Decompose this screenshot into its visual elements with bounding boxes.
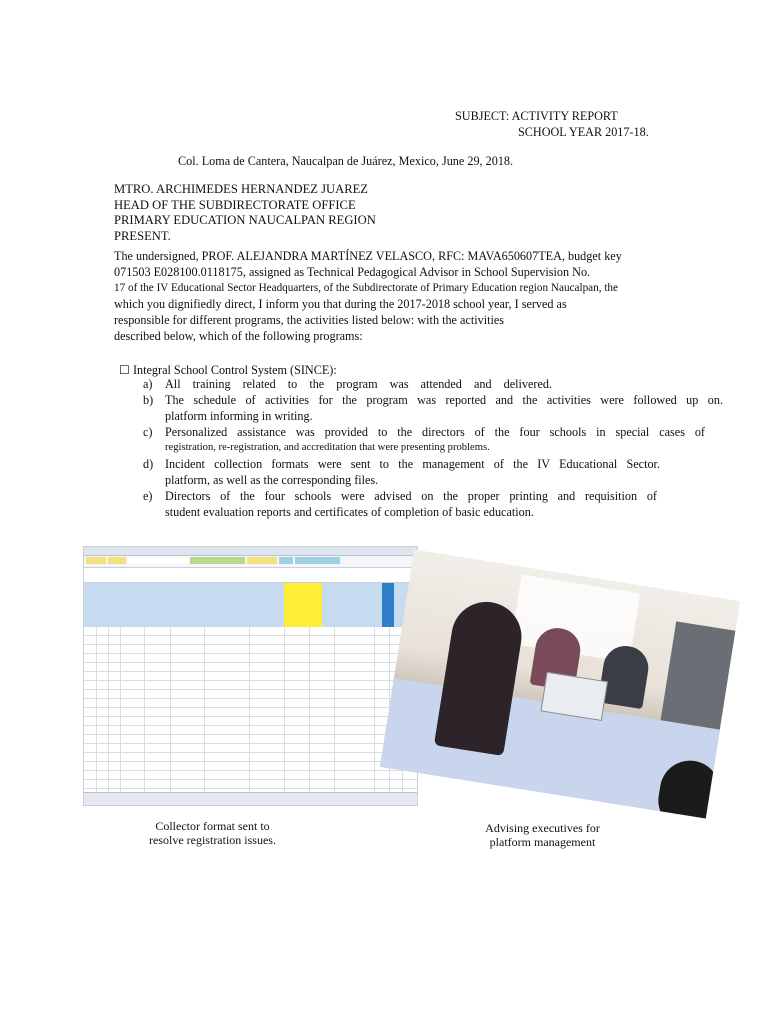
- item-label: c): [143, 425, 153, 439]
- list-item: [143, 456, 723, 488]
- item-text: Incident collection formats were sent to the management of the IV Educational Sector.: [165, 457, 660, 471]
- program-heading: ☐ Integral School Control System (SINCE):: [119, 363, 337, 377]
- intro-paragraph: [114, 248, 634, 344]
- sheet-column-header: [84, 547, 417, 556]
- intro-line: 071503 E028100.0118175, assigned as Technical Pedagogical Advisor in School Supervision No.: [114, 265, 591, 279]
- list-item: [143, 488, 723, 520]
- caption-line: platform management: [489, 835, 596, 849]
- caption-left: [140, 819, 285, 847]
- activity-list: [143, 376, 723, 520]
- item-text-cont: student evaluation reports and certificates of completion of basic education.: [165, 505, 534, 519]
- caption-line: Advising executives for: [485, 821, 600, 835]
- item-text: All training related to the program was attended and delivered.: [165, 377, 552, 391]
- addressee-line: MTRO. ARCHIMEDES HERNANDEZ JUAREZ: [114, 182, 368, 196]
- item-text: Personalized assistance was provided to the directors of the four schools in special cases of: [165, 425, 705, 439]
- item-label: b): [143, 393, 154, 407]
- addressee-line: PRIMARY EDUCATION NAUCALPAN REGION: [114, 213, 376, 227]
- sheet-note-row: [84, 567, 417, 583]
- caption-line: resolve registration issues.: [149, 833, 276, 847]
- spreadsheet-screenshot: [83, 546, 418, 806]
- place-date: Col. Loma de Cantera, Naucalpan de Juárez, Mexico, June 29, 2018.: [178, 154, 514, 168]
- intro-line: responsible for different programs, the activities listed below: with the activities: [114, 313, 505, 327]
- addressee-block: [114, 182, 376, 244]
- sheet-data-rows: [84, 627, 417, 793]
- subject-line: SUBJECT: ACTIVITY REPORT: [455, 109, 618, 123]
- item-text: The schedule of activities for the program was reported and the activities were followed up on.: [165, 393, 723, 407]
- addressee-line: HEAD OF THE SUBDIRECTORATE OFFICE: [114, 197, 356, 212]
- item-text: Directors of the four schools were advised on the proper printing and requisition of: [165, 489, 657, 503]
- item-label: a): [143, 377, 153, 391]
- sheet-header-row: [84, 583, 417, 628]
- meeting-photo: [380, 550, 740, 819]
- list-item: [143, 424, 723, 456]
- item-label: d): [143, 457, 154, 471]
- intro-line: described below, which of the following programs:: [114, 329, 363, 343]
- intro-line: The undersigned, PROF. ALEJANDRA MARTÍNEZ VELASCO, RFC: MAVA650607TEA, budget key: [114, 249, 622, 263]
- intro-line: which you dignifiedly direct, I inform you that during the 2017-2018 school year, I served as: [114, 297, 567, 311]
- sheet-top-row: [84, 556, 417, 567]
- item-text-cont: platform, as well as the corresponding files.: [165, 473, 379, 487]
- caption-right: [470, 821, 615, 849]
- sheet-tab-bar: [84, 792, 417, 805]
- list-item: [143, 392, 723, 424]
- caption-line: Collector format sent to: [155, 819, 270, 833]
- list-item: [143, 376, 723, 392]
- item-label: e): [143, 489, 153, 503]
- item-text-cont: registration, re-registration, and accreditation that were presenting problems.: [165, 442, 490, 453]
- intro-line: 17 of the IV Educational Sector Headquarters, of the Subdirectorate of Primary Education region Naucalpan, the: [114, 282, 618, 294]
- addressee-line: PRESENT.: [114, 228, 171, 243]
- school-year-line: SCHOOL YEAR 2017-18.: [518, 125, 649, 139]
- item-text-cont: platform informing in writing.: [165, 409, 313, 423]
